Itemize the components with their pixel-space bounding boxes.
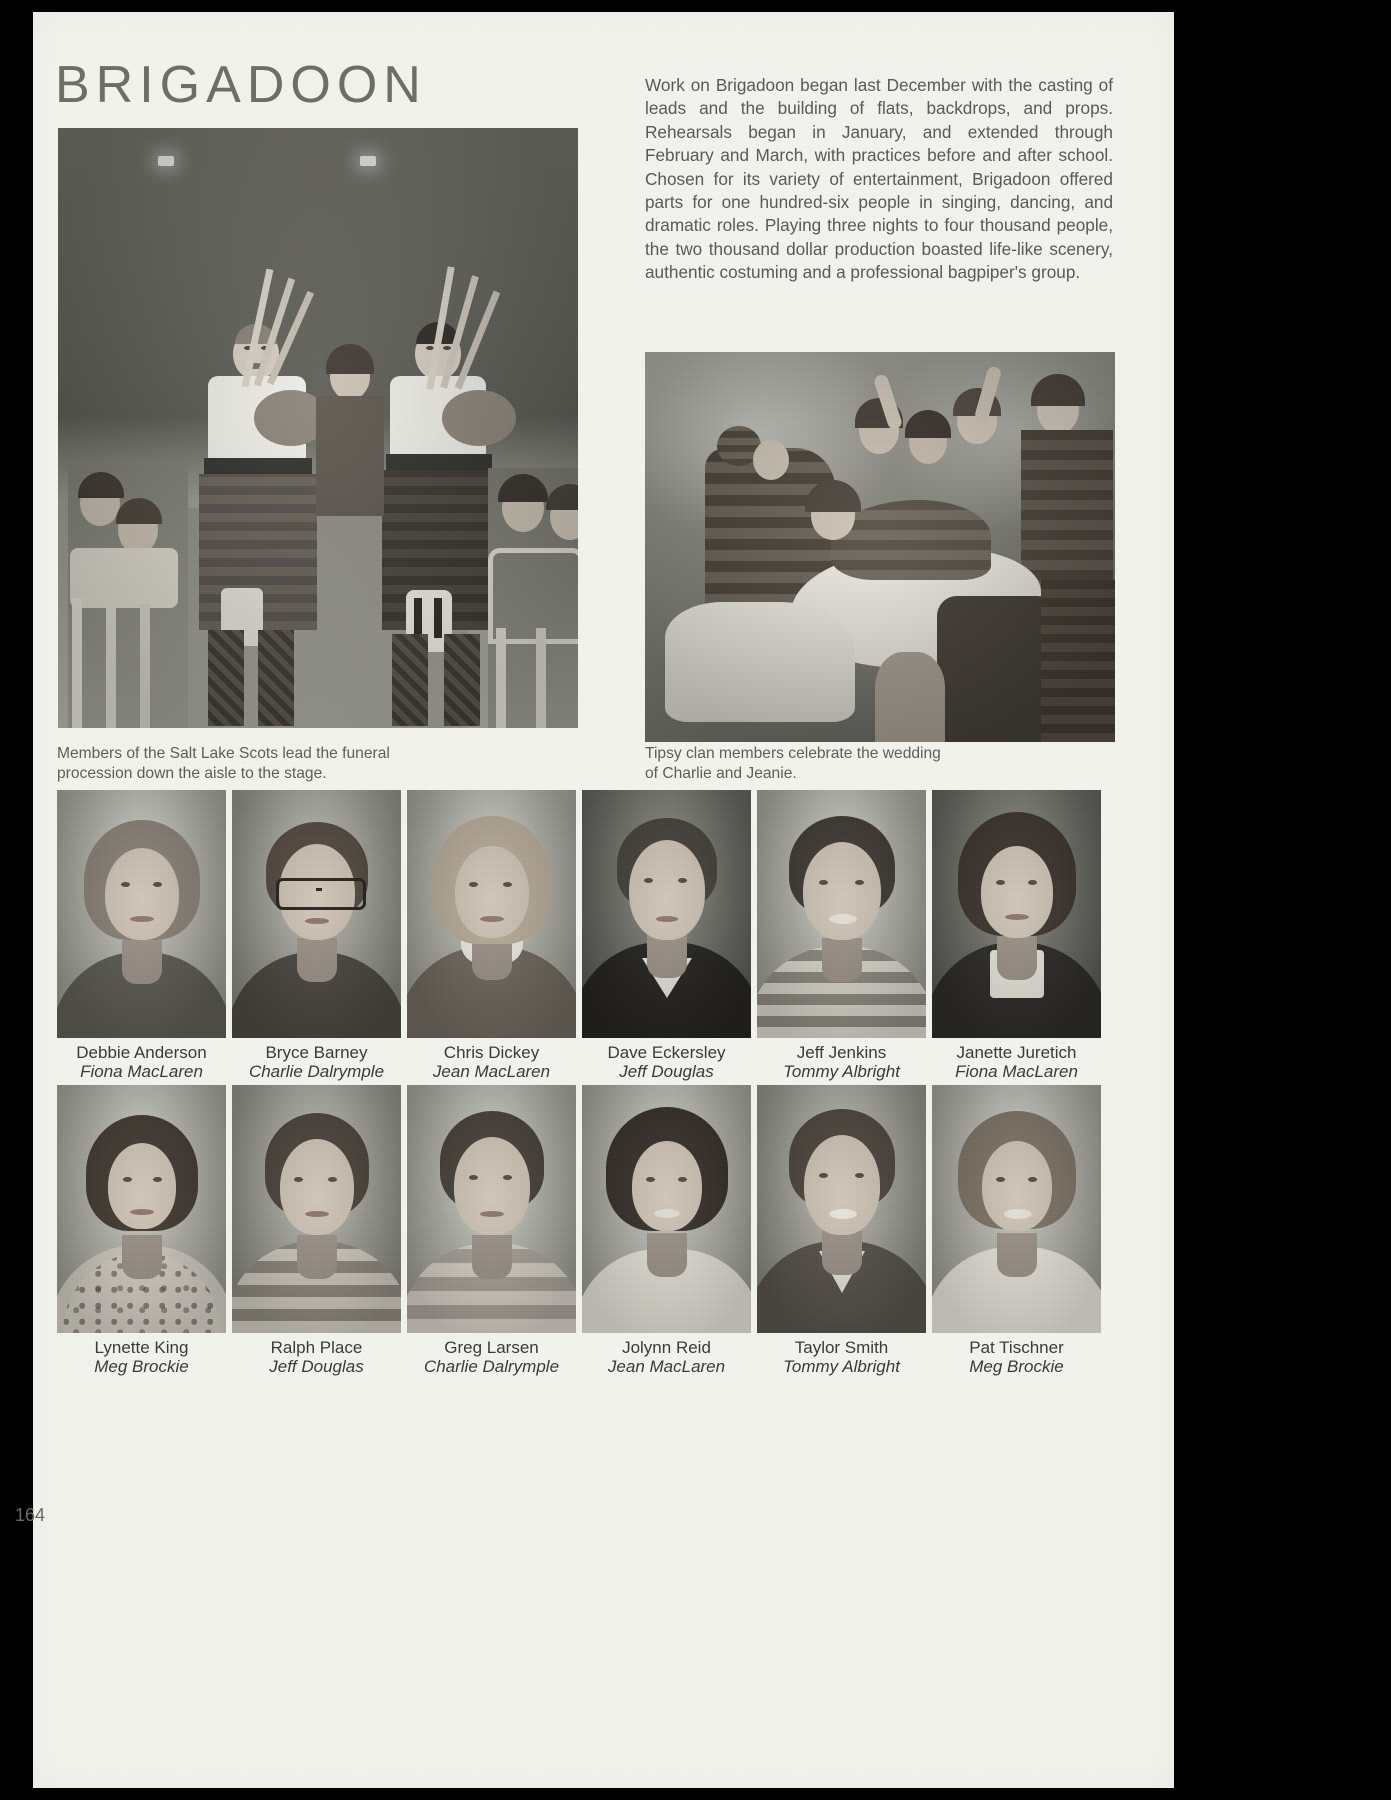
cast-member-bryce-barney[interactable] xyxy=(232,790,401,1081)
cast-member-jolynn-reid[interactable] xyxy=(582,1085,751,1376)
cast-member-dave-eckersley[interactable] xyxy=(582,790,751,1081)
intro-paragraph: Work on Brigadoon began last December with the casting of leads and the building of flats, backdrops, and props. Rehearsals began in January, and extended through February and March, with practices before and after school. Chosen for its variety of entertainment, Brigadoon offered parts for one hundred-six people in singing, dancing, and dramatic roles. Playing three nights to four thousand people, the two thousand dollar production boasted life-like scenery, authentic costuming and a professional bagpiper's group. xyxy=(645,75,1113,283)
cast-member-taylor-smith[interactable] xyxy=(757,1085,926,1376)
portrait-photo xyxy=(757,1085,926,1333)
portrait-photo xyxy=(232,1085,401,1333)
cast-member-role: Meg Brockie xyxy=(94,1357,189,1376)
cast-member-pat-tischner[interactable] xyxy=(932,1085,1101,1376)
page-number: 164 xyxy=(15,1505,46,1525)
cast-member-role: Jeff Douglas xyxy=(269,1357,364,1376)
cast-member-role: Jean MacLaren xyxy=(607,1357,726,1376)
cast-member-role: Charlie Dalrymple xyxy=(423,1357,560,1376)
cast-member-label xyxy=(407,1333,576,1376)
cast-member-lynette-king[interactable] xyxy=(57,1085,226,1376)
cast-portrait-grid xyxy=(57,790,1116,1380)
cast-member-label xyxy=(932,1038,1101,1081)
scan-margin-bottom xyxy=(33,1788,1174,1800)
procession-caption: Members of the Salt Lake Scots lead the funeral procession down the aisle to the stage. xyxy=(57,745,390,782)
scan-margin-top xyxy=(33,0,1174,12)
cast-member-label xyxy=(582,1038,751,1081)
cast-member-name: Taylor Smith xyxy=(794,1338,889,1357)
scan-margin-right xyxy=(1174,0,1391,1800)
cast-member-role: Tommy Albright xyxy=(783,1062,900,1081)
portrait-photo xyxy=(407,790,576,1038)
cast-member-chris-dickey[interactable] xyxy=(407,790,576,1081)
portrait-photo xyxy=(582,1085,751,1333)
cast-member-role: Jeff Douglas xyxy=(619,1062,714,1081)
cast-member-name: Pat Tischner xyxy=(969,1338,1064,1357)
cast-member-name: Bryce Barney xyxy=(265,1043,368,1062)
cast-member-role: Meg Brockie xyxy=(969,1357,1064,1376)
portrait-photo xyxy=(932,790,1101,1038)
procession-photo xyxy=(58,128,578,728)
cast-member-role: Tommy Albright xyxy=(783,1357,900,1376)
wedding-caption: Tipsy clan members celebrate the wedding of Charlie and Jeanie. xyxy=(645,745,941,782)
portrait-photo xyxy=(57,790,226,1038)
portrait-photo xyxy=(932,1085,1101,1333)
cast-member-label xyxy=(757,1333,926,1376)
wedding-photo xyxy=(645,352,1115,742)
cast-member-label xyxy=(57,1333,226,1376)
cast-member-label xyxy=(232,1333,401,1376)
cast-member-ralph-place[interactable] xyxy=(232,1085,401,1376)
cast-member-name: Jeff Jenkins xyxy=(796,1043,887,1062)
cast-member-role: Charlie Dalrymple xyxy=(248,1062,385,1081)
cast-member-label xyxy=(407,1038,576,1081)
cast-member-role: Fiona MacLaren xyxy=(955,1062,1078,1081)
cast-row xyxy=(57,1085,1116,1376)
cast-member-name: Janette Juretich xyxy=(956,1043,1077,1062)
cast-member-name: Debbie Anderson xyxy=(76,1043,207,1062)
cast-member-name: Dave Eckersley xyxy=(607,1043,726,1062)
portrait-photo xyxy=(232,790,401,1038)
portrait-photo xyxy=(582,790,751,1038)
portrait-photo xyxy=(407,1085,576,1333)
page-title: BRIGADOON xyxy=(55,56,427,114)
cast-member-janette-juretich[interactable] xyxy=(932,790,1101,1081)
cast-member-label xyxy=(57,1038,226,1081)
cast-member-greg-larsen[interactable] xyxy=(407,1085,576,1376)
cast-member-label xyxy=(582,1333,751,1376)
portrait-photo xyxy=(57,1085,226,1333)
cast-member-jeff-jenkins[interactable] xyxy=(757,790,926,1081)
cast-member-name: Lynette King xyxy=(94,1338,189,1357)
cast-row xyxy=(57,790,1116,1081)
cast-member-label xyxy=(932,1333,1101,1376)
cast-member-name: Jolynn Reid xyxy=(622,1338,711,1357)
cast-member-name: Ralph Place xyxy=(270,1338,363,1357)
cast-member-name: Greg Larsen xyxy=(444,1338,539,1357)
cast-member-debbie-anderson[interactable] xyxy=(57,790,226,1081)
cast-member-label xyxy=(757,1038,926,1081)
cast-member-role: Jean MacLaren xyxy=(432,1062,551,1081)
cast-member-role: Fiona MacLaren xyxy=(80,1062,203,1081)
portrait-photo xyxy=(757,790,926,1038)
cast-member-label xyxy=(232,1038,401,1081)
cast-member-name: Chris Dickey xyxy=(443,1043,540,1062)
